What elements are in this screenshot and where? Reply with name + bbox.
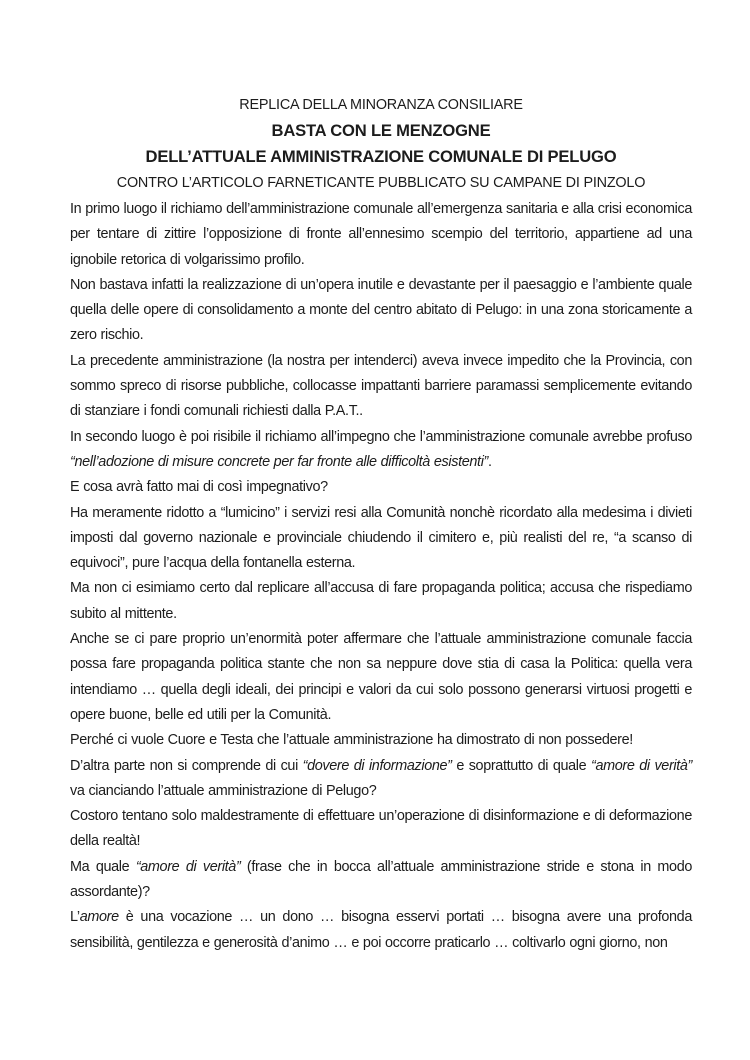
doc-title-line2: DELL’ATTUALE AMMINISTRAZIONE COMUNALE DI PELUGO	[145, 147, 617, 166]
text-run: In secondo luogo è poi risibile il richiamo all’impegno che l’amministrazione comunale avrebbe profuso	[70, 428, 692, 445]
paragraph	[70, 627, 692, 728]
text-run: .	[487, 453, 492, 470]
italic-run: “amore di verità”	[591, 757, 692, 774]
text-run: Anche se ci pare proprio un’enormità poter affermare che l’attuale amministrazione comunale faccia possa fare propaganda politica stante che non sa neppure dove stia di casa la Politica: quella vera intendiamo … quella degli ideali, dei principi e valori da cui solo possono generarsi virtuosi progetti e opere buone, belle ed utili per la Comunità.	[70, 631, 692, 723]
doc-kicker: REPLICA DELLA MINORANZA CONSILIARE	[239, 97, 523, 113]
paragraph	[70, 754, 692, 805]
text-run: (frase che in bocca all’attuale amministrazione stride e stona in modo assordante)?	[70, 858, 692, 901]
doc-subtitle: CONTRO L’ARTICOLO FARNETICANTE PUBBLICATO SU CAMPANE DI PINZOLO	[116, 175, 646, 191]
text-run: va cianciando l’attuale amministrazione di Pelugo?	[70, 782, 377, 799]
paragraph	[70, 804, 692, 855]
italic-run: “nell’adozione di misure concrete per far fronte alle difficoltà esistenti”	[70, 453, 488, 470]
text-run: In primo luogo il richiamo dell’amministrazione comunale all’emergenza sanitaria e alla crisi economica per tentare di zittire l’opposizione di fronte all’ennesimo scempio del territorio, appartiene ad una ignobile retorica di volgarissimo profilo.	[70, 201, 692, 268]
paragraph	[70, 197, 692, 273]
paragraph	[70, 475, 692, 500]
text-run: Ma non ci esimiamo certo dal replicare all’accusa di fare propaganda politica; accusa che rispediamo subito al mittente.	[70, 580, 692, 622]
text-run: e soprattutto di quale	[451, 757, 592, 774]
paragraph	[70, 576, 692, 627]
text-run: E cosa avrà fatto mai di così impegnativo?	[70, 479, 328, 496]
text-run: Non bastava infatti la realizzazione di un’opera inutile e devastante per il paesaggio e l’ambiente quale quella delle opere di consolidamento a monte del centro abitato di Pelugo: in una zona storicamente a zero rischio.	[70, 276, 692, 344]
paragraph	[70, 501, 692, 577]
paragraph	[70, 273, 692, 349]
text-run: Ma quale	[70, 858, 136, 875]
paragraph	[70, 425, 692, 476]
document-body	[70, 197, 692, 956]
document-header	[70, 92, 692, 196]
paragraph	[70, 349, 692, 425]
text-run: è una vocazione … un dono … bisogna esservi portati … bisogna avere una profonda sensibilità, gentilezza e generosità d’animo … e poi occorre praticarlo … coltivarlo ogni giorno, non	[70, 909, 692, 951]
text-run: Costoro tentano solo maldestramente di effettuare un’operazione di disinformazione e di deformazione della realtà!	[70, 808, 692, 850]
italic-run: “amore di verità”	[135, 858, 241, 875]
text-run: L’	[70, 909, 80, 926]
text-run: Perché ci vuole Cuore e Testa che l’attuale amministrazione ha dimostrato di non possedere!	[70, 732, 633, 749]
paragraph	[70, 905, 692, 956]
text-run: D’altra parte non si comprende di cui	[70, 757, 303, 774]
text-run: Ha meramente ridotto a “lumicino” i servizi resi alla Comunità nonchè ricordato alla medesima i divieti imposti dal governo nazionale e provinciale chiudendo il cimitero e, più realisti del re, “a scanso di equivoci”, pure l’acqua della fontanella esterna.	[70, 504, 692, 572]
paragraph	[70, 855, 692, 906]
italic-run: “dovere di informazione”	[302, 757, 452, 774]
doc-title-line1: BASTA CON LE MENZOGNE	[271, 121, 491, 140]
text-run: La precedente amministrazione (la nostra per intenderci) aveva invece impedito che la Provincia, con sommo spreco di risorse pubbliche, collocasse impattanti barriere paramassi semplicemente evitando di stanziare i fondi comunali richiesti dalla P.A.T..	[70, 352, 692, 420]
italic-run: amore	[79, 909, 119, 926]
paragraph	[70, 728, 692, 753]
